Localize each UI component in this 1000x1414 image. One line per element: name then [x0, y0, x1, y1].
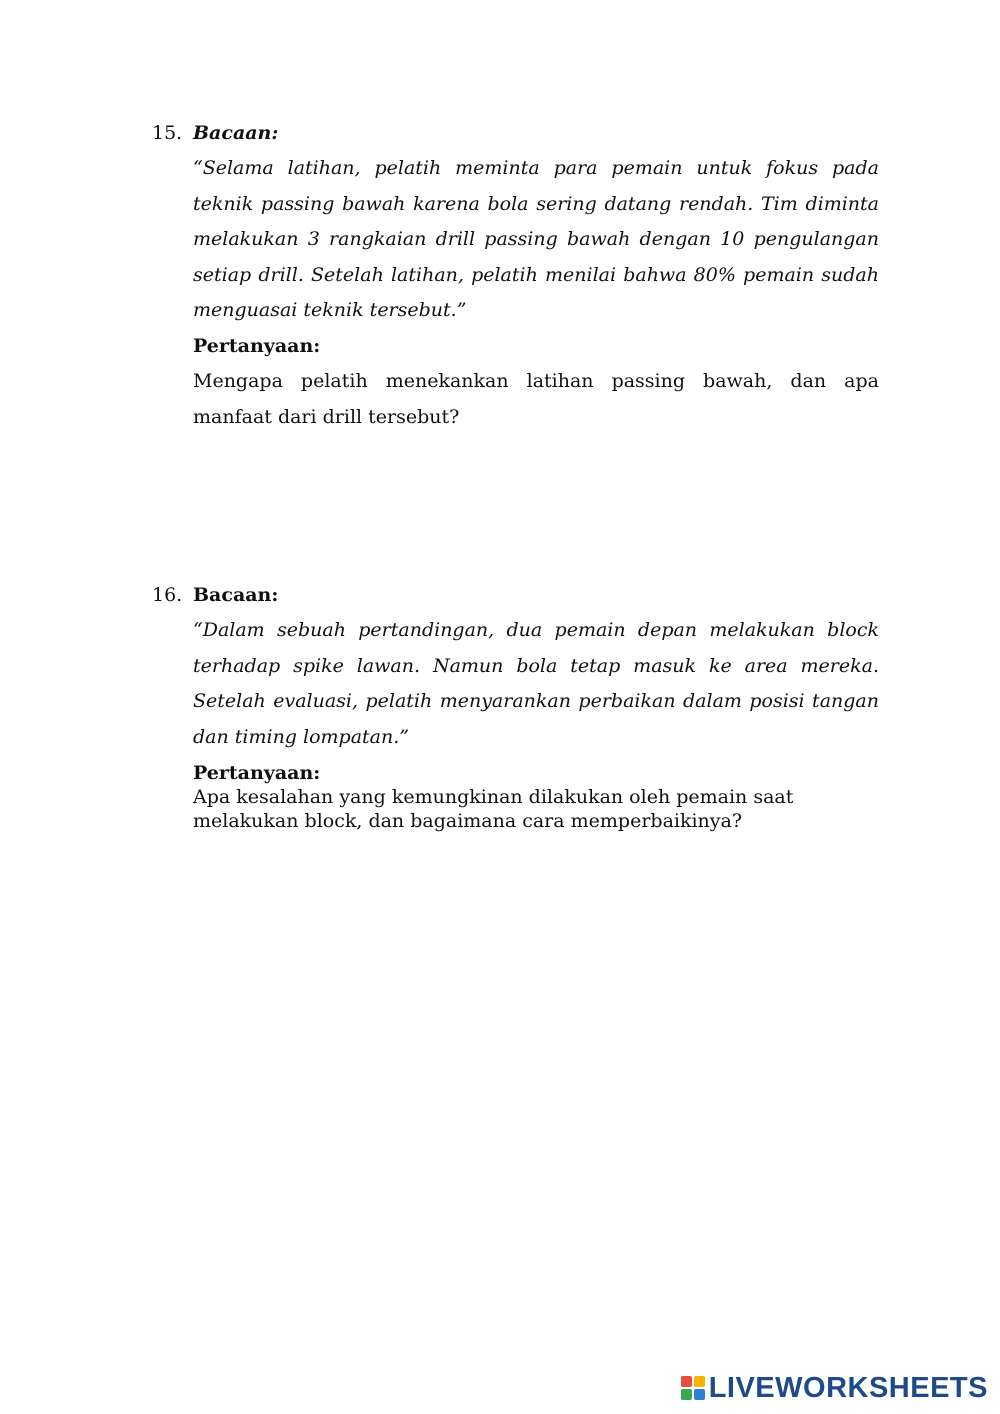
question-text: Mengapa pelatih menekankan latihan passing bawah, dan apa manfaat dari drill tersebut?: [193, 370, 879, 428]
question-15: [0, 120, 1000, 435]
logo-square: [694, 1389, 705, 1400]
liveworksheets-logo-icon: [681, 1376, 705, 1400]
reading-label: Bacaan:: [193, 584, 279, 606]
question-label: Pertanyaan:: [193, 762, 321, 784]
liveworksheets-brand: [681, 1370, 988, 1406]
logo-square: [681, 1376, 692, 1387]
reading-label: Bacaan:: [193, 122, 279, 144]
reading-passage: “Selama latihan, pelatih meminta para pemain untuk fokus pada teknik passing bawah karena bola sering datang rendah. Tim diminta melakukan 3 rangkaian drill passing bawah dengan 10 pengulangan setiap drill. Setelah latihan, pelatih menilai bahwa 80% pemain sudah menguasai teknik tersebut.”: [193, 157, 879, 321]
question-16: [0, 582, 1000, 833]
reading-passage: “Dalam sebuah pertandingan, dua pemain depan melakukan block terhadap spike lawan. Namun bola tetap masuk ke area mereka. Setelah evaluasi, pelatih menyarankan perbaikan dalam posisi tangan dan timing lompatan.”: [193, 619, 879, 748]
question-number: 15.: [152, 122, 183, 144]
question-label: Pertanyaan:: [193, 334, 321, 357]
question-text: Apa kesalahan yang kemungkinan dilakukan oleh pemain saat melakukan block, dan bagaimana cara memperbaikinya?: [193, 786, 794, 832]
logo-square: [694, 1376, 705, 1387]
brand-wordmark: LIVEWORKSHEETS: [708, 1371, 988, 1404]
logo-square: [681, 1389, 692, 1400]
question-number: 16.: [152, 584, 183, 606]
